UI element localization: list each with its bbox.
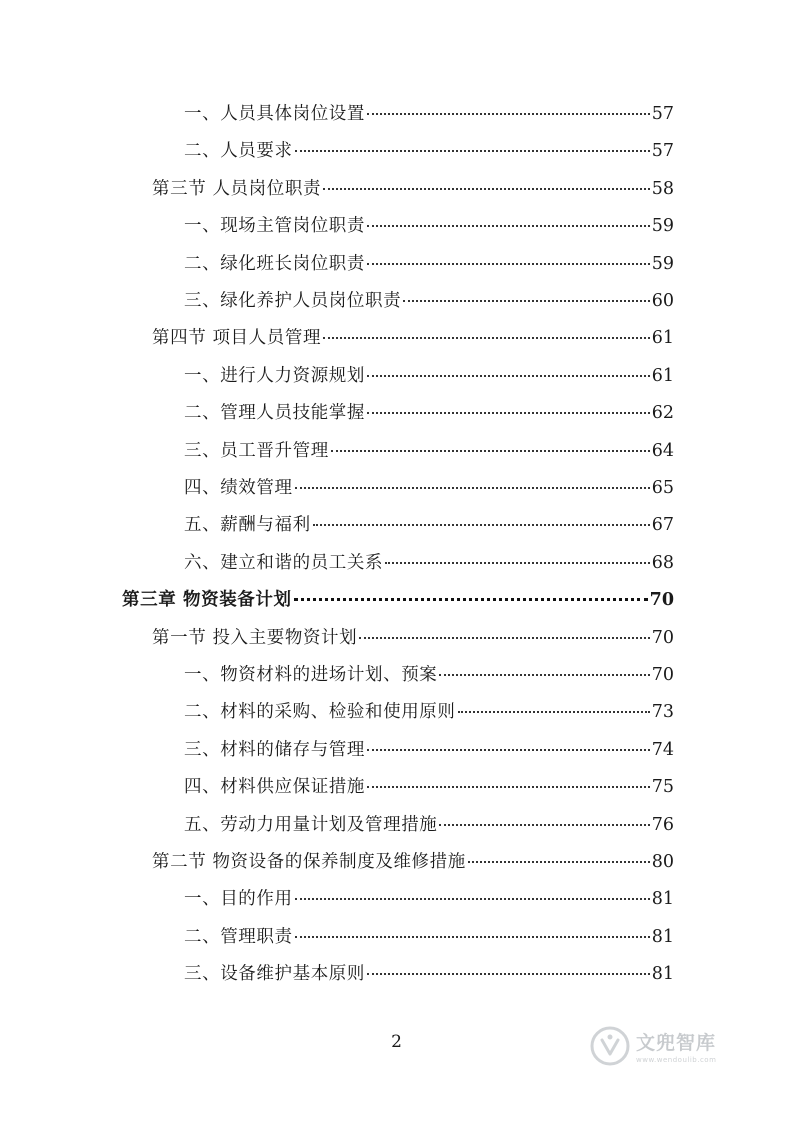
watermark-name: 文兜智库 [636, 1032, 717, 1054]
toc-leader-dots [295, 150, 650, 152]
toc-entry-title: 一、人员具体岗位设置 [184, 104, 365, 124]
toc-entry[interactable] [184, 137, 674, 162]
toc-leader-dots [385, 562, 650, 564]
toc-entry-title: 二、管理人员技能掌握 [184, 403, 365, 424]
toc-entry-title: 五、薪酬与福利 [184, 515, 311, 536]
toc-entry-title: 二、人员要求 [184, 141, 293, 162]
toc-entry-title: 二、材料的采购、检验和使用原则 [184, 702, 456, 723]
toc-entry-page: 81 [651, 926, 674, 947]
toc-entry-title: 二、绿化班长岗位职责 [184, 253, 365, 274]
toc-entry-page: 75 [651, 777, 674, 798]
toc-entry-page: 65 [651, 478, 674, 498]
toc-entry-page: 61 [651, 328, 674, 349]
toc-leader-dots [295, 487, 650, 489]
toc-entry[interactable] [152, 624, 674, 649]
toc-entry-page: 59 [651, 253, 674, 274]
toc-entry-page: 73 [651, 702, 674, 723]
toc-entry[interactable] [184, 399, 674, 424]
toc-leader-dots [367, 263, 650, 265]
toc-leader-dots [458, 711, 650, 713]
wendou-logo-icon [590, 1026, 630, 1066]
toc-entry[interactable] [184, 362, 674, 387]
toc-entry[interactable] [184, 437, 674, 462]
toc-leader-dots [468, 861, 650, 863]
toc-entry-page: 70 [651, 665, 674, 685]
toc-entry[interactable] [184, 549, 674, 574]
toc-entry-page: 61 [651, 365, 674, 386]
toc-entry[interactable] [152, 175, 674, 200]
toc-entry-title: 一、进行人力资源规划 [184, 365, 365, 386]
toc-entry-page: 60 [651, 291, 674, 311]
toc-entry-title: 五、劳动力用量计划及管理措施 [184, 814, 438, 835]
toc-leader-dots [313, 524, 650, 526]
toc-entry-page: 68 [651, 552, 674, 573]
toc-entry-title: 第三章 物资装备计划 [122, 590, 292, 611]
toc-entry-title: 六、建立和谐的员工关系 [184, 552, 384, 573]
toc-leader-dots [367, 113, 650, 115]
toc-entry-title: 一、物资材料的进场计划、预案 [184, 665, 438, 685]
toc-entry[interactable] [184, 885, 674, 910]
toc-leader-dots [367, 749, 650, 751]
toc-entry[interactable] [184, 698, 674, 723]
toc-entry[interactable] [184, 287, 674, 312]
toc-entry[interactable] [184, 773, 674, 798]
toc-entry-title: 三、员工晋升管理 [184, 440, 329, 461]
toc-entry[interactable] [184, 923, 674, 948]
toc-leader-dots [359, 637, 649, 639]
page-number: 2 [391, 1032, 402, 1052]
toc-leader-dots [331, 450, 650, 452]
toc-leader-dots [367, 973, 650, 975]
toc-entry[interactable] [184, 511, 674, 536]
toc-entry-page: 64 [651, 440, 674, 461]
toc-entry[interactable] [184, 736, 674, 761]
toc-entry-page: 57 [651, 104, 674, 124]
toc-entry-title: 二、管理职责 [184, 926, 293, 947]
toc-entry-title: 三、材料的储存与管理 [184, 739, 365, 760]
toc-leader-dots [295, 936, 650, 938]
toc-entry-title: 四、材料供应保证措施 [184, 777, 365, 798]
toc-leader-dots [439, 674, 649, 676]
toc-leader-dots [323, 188, 650, 190]
toc-leader-dots [294, 598, 648, 601]
toc-entry-page: 57 [651, 141, 674, 162]
toc-leader-dots [323, 337, 650, 339]
toc-entry[interactable] [122, 586, 674, 611]
toc-entry-title: 一、目的作用 [184, 889, 293, 910]
toc-entry[interactable] [184, 960, 674, 985]
toc-entry-title: 三、设备维护基本原则 [184, 964, 365, 985]
toc-entry-title: 三、绿化养护人员岗位职责 [184, 291, 402, 311]
toc-entry-page: 74 [651, 739, 674, 760]
toc-entry-title: 第二节 物资设备的保养制度及维修措施 [152, 852, 466, 872]
toc-entry[interactable] [184, 250, 674, 275]
toc-entry-title: 第三节 人员岗位职责 [152, 178, 322, 199]
toc-entry[interactable] [184, 212, 674, 237]
toc-entry-page: 76 [651, 814, 674, 835]
toc-entry-page: 81 [651, 889, 674, 910]
toc-leader-dots [295, 898, 650, 900]
toc-entry-page: 70 [649, 590, 674, 611]
toc-entry-page: 62 [651, 403, 674, 424]
toc-leader-dots [367, 412, 650, 414]
toc-entry-page: 80 [651, 852, 674, 872]
watermark-url: www.wendoulib.com [636, 1056, 717, 1064]
toc-leader-dots [367, 375, 650, 377]
toc-entry[interactable] [184, 100, 674, 125]
toc-entry-title: 第四节 项目人员管理 [152, 328, 322, 349]
toc-entry-page: 58 [651, 178, 674, 199]
toc-entry[interactable] [184, 661, 674, 686]
toc-entry[interactable] [152, 848, 674, 873]
toc-entry-page: 59 [651, 216, 674, 237]
toc-entry[interactable] [184, 474, 674, 499]
toc-entry-title: 一、现场主管岗位职责 [184, 216, 365, 237]
toc-leader-dots [439, 824, 649, 826]
watermark [590, 1016, 750, 1076]
toc-leader-dots [403, 300, 650, 302]
toc-entry-page: 67 [651, 515, 674, 536]
toc-entry-title: 第一节 投入主要物资计划 [152, 627, 358, 648]
toc-leader-dots [367, 786, 650, 788]
toc-entry-page: 70 [651, 627, 674, 648]
toc-entry[interactable] [152, 324, 674, 349]
toc-leader-dots [367, 225, 650, 227]
toc-entry-title: 四、绩效管理 [184, 478, 293, 498]
toc-entry-page: 81 [651, 964, 674, 985]
toc-entry[interactable] [184, 811, 674, 836]
